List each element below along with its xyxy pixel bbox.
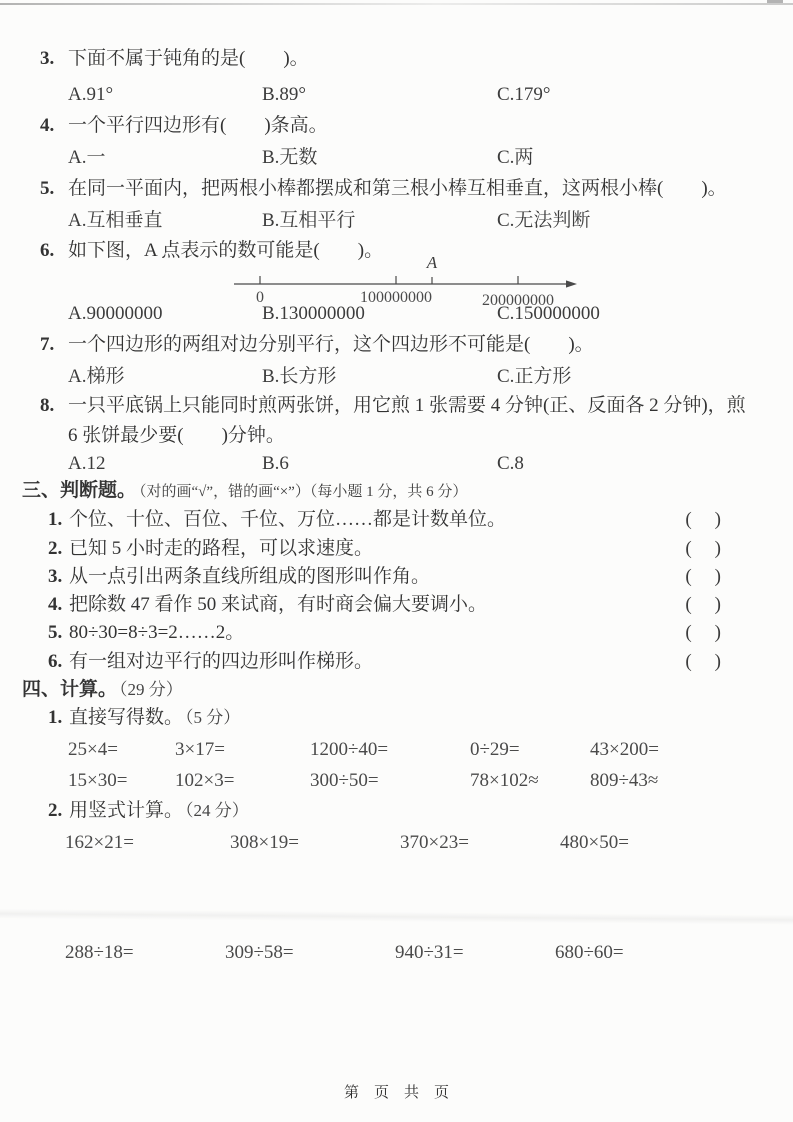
question-8-line2 xyxy=(0,423,793,449)
subsection-label: 直接写得数。 xyxy=(69,707,184,728)
section-subtitle: （对的画“√”，错的画“×”）（每小题 1 分，共 6 分） xyxy=(139,484,468,500)
question-3 xyxy=(0,46,793,72)
equation: 309÷58= xyxy=(225,942,294,963)
section-score: （29 分） xyxy=(119,680,183,699)
answer-blank: ( ) xyxy=(685,651,723,672)
item-text: 有一组对边平行的四边形叫作梯形。 xyxy=(69,651,374,672)
judgment-section-header xyxy=(0,478,793,505)
vertical-calc-header xyxy=(0,798,793,824)
question-5 xyxy=(0,176,793,202)
option-c: C.8 xyxy=(497,453,524,474)
equation: 300÷50= xyxy=(310,770,379,791)
question-number: 6. xyxy=(40,240,55,261)
judgment-item-4 xyxy=(0,592,793,618)
answer-blank: ( ) xyxy=(685,538,723,559)
question-8-options xyxy=(0,451,793,477)
subsection-score: （5 分） xyxy=(185,708,241,727)
question-text: 下面不属于钝角的是( )。 xyxy=(68,48,309,69)
equation: 480×50= xyxy=(560,832,629,853)
option-c: C.150000000 xyxy=(497,303,600,324)
answer-blank: ( ) xyxy=(685,509,723,530)
vertical-calc-row-1 xyxy=(0,830,793,856)
item-text: 已知 5 小时走的路程，可以求速度。 xyxy=(69,538,374,559)
scan-corner-artifact xyxy=(767,0,783,3)
question-text: 一个四边形的两组对边分别平行，这个四边形不可能是( )。 xyxy=(68,334,594,355)
vertical-calc-row-2 xyxy=(0,940,793,966)
question-number: 3. xyxy=(40,48,55,69)
option-a: A.12 xyxy=(68,453,106,474)
option-a: A.91° xyxy=(68,84,114,105)
question-number: 7. xyxy=(40,334,55,355)
tick-label-0: 0 xyxy=(256,289,264,306)
item-text: 80÷30=8÷3=2……2。 xyxy=(69,622,245,643)
option-b: B.6 xyxy=(262,453,289,474)
tick-label-200m: 200000000 xyxy=(482,292,554,309)
item-number: 2. xyxy=(48,538,63,559)
item-number: 6. xyxy=(48,651,63,672)
equation: 78×102≈ xyxy=(470,770,539,791)
option-c: C.正方形 xyxy=(497,366,572,387)
option-b: B.互相平行 xyxy=(262,210,356,231)
option-c: C.无法判断 xyxy=(497,210,591,231)
equation: 308×19= xyxy=(230,832,299,853)
subsection-label: 用竖式计算。 xyxy=(69,800,184,821)
question-7 xyxy=(0,332,793,358)
option-b: B.89° xyxy=(262,84,307,105)
judgment-item-6 xyxy=(0,649,793,675)
direct-calc-row-1 xyxy=(0,737,793,763)
item-number: 4. xyxy=(48,594,63,615)
page-footer-text: 第 页 共 页 xyxy=(343,1085,449,1101)
section-title: 三、判断题。 xyxy=(22,480,137,501)
item-text: 从一点引出两条直线所组成的图形叫作角。 xyxy=(69,566,431,587)
scan-edge-artifact xyxy=(0,3,793,5)
judgment-item-1 xyxy=(0,507,793,533)
item-number: 2. xyxy=(48,800,63,821)
option-a: A.一 xyxy=(68,147,106,168)
equation: 3×17= xyxy=(175,739,225,760)
question-text: 一只平底锅上只能同时煎两张饼，用它煎 1 张需要 4 分钟(正、反面各 2 分钟)，煎 xyxy=(68,395,746,416)
page-footer xyxy=(0,1080,793,1106)
equation: 25×4= xyxy=(68,739,118,760)
option-b: B.长方形 xyxy=(262,366,337,387)
option-a: A.90000000 xyxy=(68,303,163,324)
option-b: B.130000000 xyxy=(262,303,365,324)
scan-crease-artifact xyxy=(0,909,793,926)
question-4 xyxy=(0,113,793,139)
section-title: 四、计算。 xyxy=(22,679,118,700)
equation: 370×23= xyxy=(400,832,469,853)
question-3-options xyxy=(0,82,793,108)
question-4-options xyxy=(0,145,793,171)
question-number: 8. xyxy=(40,395,55,416)
equation: 0÷29= xyxy=(470,739,520,760)
question-5-options xyxy=(0,208,793,234)
question-text: 6 张饼最少要( )分钟。 xyxy=(68,425,285,446)
option-b: B.无数 xyxy=(262,147,318,168)
item-number: 1. xyxy=(48,509,63,530)
option-a: A.互相垂直 xyxy=(68,210,163,231)
equation: 288÷18= xyxy=(65,942,134,963)
point-a-label: A xyxy=(426,253,438,272)
item-number: 3. xyxy=(48,566,63,587)
arrowhead-icon xyxy=(566,280,577,287)
equation: 680÷60= xyxy=(555,942,624,963)
item-number: 1. xyxy=(48,707,63,728)
direct-calc-row-2 xyxy=(0,768,793,794)
answer-blank: ( ) xyxy=(685,566,723,587)
judgment-item-3 xyxy=(0,564,793,590)
judgment-item-2 xyxy=(0,536,793,562)
question-text: 在同一平面内，把两根小棒都摆成和第三根小棒互相垂直，这两根小棒( )。 xyxy=(68,178,727,199)
calc-section-header xyxy=(0,677,793,703)
equation: 809÷43≈ xyxy=(590,770,659,791)
question-number: 4. xyxy=(40,115,55,136)
equation: 43×200= xyxy=(590,739,659,760)
tick-label-100m: 100000000 xyxy=(360,289,432,306)
equation: 15×30= xyxy=(68,770,128,791)
item-number: 5. xyxy=(48,622,63,643)
question-6-options xyxy=(0,301,793,327)
equation: 1200÷40= xyxy=(310,739,389,760)
equation: 102×3= xyxy=(175,770,235,791)
answer-blank: ( ) xyxy=(685,622,723,643)
subsection-score: （24 分） xyxy=(185,801,249,820)
item-text: 个位、十位、百位、千位、万位……都是计数单位。 xyxy=(69,509,507,530)
question-text: 如下图，A 点表示的数可能是( )。 xyxy=(68,240,384,261)
option-a: A.梯形 xyxy=(68,366,125,387)
question-8 xyxy=(0,393,793,419)
option-c: C.两 xyxy=(497,147,534,168)
question-text: 一个平行四边形有( )条高。 xyxy=(68,115,328,136)
question-number: 5. xyxy=(40,178,55,199)
equation: 940÷31= xyxy=(395,942,464,963)
equation: 162×21= xyxy=(65,832,134,853)
direct-calc-header xyxy=(0,705,793,731)
question-7-options xyxy=(0,364,793,390)
judgment-item-5 xyxy=(0,620,793,646)
item-text: 把除数 47 看作 50 来试商，有时商会偏大要调小。 xyxy=(69,594,488,615)
answer-blank: ( ) xyxy=(685,594,723,615)
option-c: C.179° xyxy=(497,84,551,105)
